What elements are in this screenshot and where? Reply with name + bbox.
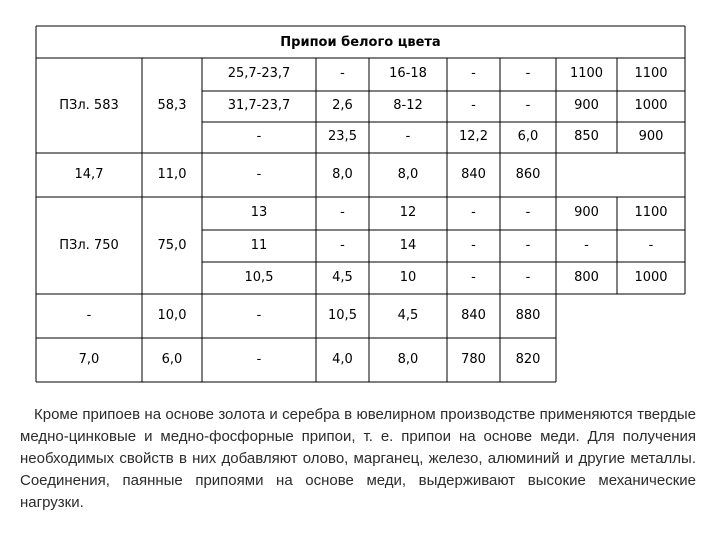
table-cell: 31,7-23,7 bbox=[227, 98, 291, 113]
table-cell: ПЗл. 750 bbox=[59, 238, 119, 253]
table-cell: 10,5 bbox=[244, 270, 274, 285]
table-cell: 900 bbox=[574, 205, 599, 220]
table-cell: 14 bbox=[399, 238, 417, 253]
table-cell: 850 bbox=[574, 129, 599, 144]
table-cell: 6,0 bbox=[517, 129, 539, 144]
table-cell: 4,5 bbox=[397, 308, 419, 323]
table-cell: - bbox=[471, 66, 476, 81]
table-cell: 8,0 bbox=[397, 352, 419, 367]
table-cell: - bbox=[525, 66, 531, 81]
table-cell: 780 bbox=[461, 352, 486, 367]
table-cell: ПЗл. 583 bbox=[59, 98, 119, 113]
table-cell: - bbox=[256, 167, 262, 182]
table-cell: 25,7-23,7 bbox=[227, 66, 291, 81]
table-cell: 75,0 bbox=[157, 238, 187, 253]
table-cell: 800 bbox=[574, 270, 599, 285]
table-cell: 8,0 bbox=[332, 167, 353, 182]
table-cell: 1100 bbox=[634, 205, 668, 220]
table-cell: 16-18 bbox=[389, 66, 427, 81]
table-cell: - bbox=[256, 352, 262, 367]
table-cell: 2,6 bbox=[332, 98, 353, 113]
table-cell: 900 bbox=[638, 129, 664, 144]
table-cell: - bbox=[340, 238, 345, 253]
table-cell: 1000 bbox=[634, 98, 668, 113]
table-cell: 6,0 bbox=[161, 352, 183, 367]
table-cell: - bbox=[471, 205, 476, 220]
table-cell: 1100 bbox=[569, 66, 604, 81]
table-cell: 11 bbox=[250, 238, 268, 253]
table-cell: 840 bbox=[461, 308, 486, 323]
table-cell: 14,7 bbox=[74, 167, 104, 182]
table-cell: - bbox=[86, 308, 92, 323]
table-cell: 840 bbox=[461, 167, 486, 182]
table-cell: 13 bbox=[250, 205, 268, 220]
table-cell: - bbox=[471, 98, 476, 113]
table-cell: - bbox=[525, 270, 531, 285]
table-cell: - bbox=[256, 308, 262, 323]
table-cell: - bbox=[525, 98, 531, 113]
table-cell: 4,5 bbox=[332, 270, 353, 285]
table-cell: 900 bbox=[574, 98, 599, 113]
table-cell: - bbox=[584, 238, 589, 253]
table-cell: 12,2 bbox=[459, 129, 488, 144]
table-cell: 10,0 bbox=[157, 308, 187, 323]
table-cell: 8,0 bbox=[397, 167, 419, 182]
table-cell: 1000 bbox=[634, 270, 668, 285]
table-cell: 4,0 bbox=[332, 352, 353, 367]
table-cell: 880 bbox=[515, 308, 541, 323]
table-cell: 7,0 bbox=[78, 352, 100, 367]
table-cell: 23,5 bbox=[328, 129, 357, 144]
table-cell: 820 bbox=[515, 352, 541, 367]
table-title: Припои белого цвета bbox=[280, 35, 441, 50]
table-cell: - bbox=[471, 270, 476, 285]
table-cell: 12 bbox=[399, 205, 417, 220]
table-cell: - bbox=[525, 238, 531, 253]
table-cell: 58,3 bbox=[157, 98, 187, 113]
table-cell: 1100 bbox=[634, 66, 668, 81]
table-cell: - bbox=[525, 205, 531, 220]
table-cell: - bbox=[648, 238, 654, 253]
table-cell: 10 bbox=[399, 270, 417, 285]
table-cell: 8-12 bbox=[393, 98, 423, 113]
body-paragraph: Кроме припоев на основе золота и серебра в ювелирном производстве применяются твердые медно-цинковые и медно-фосфорные припои, т. е. припои на основе меди. Для получения необходимых свойств в них добавляют олово, марганец, железо, алюминий и другие металлы. Соединения, паянные припоями на основе меди, выдерживают высокие механические нагрузки. bbox=[20, 406, 696, 511]
table-cell: - bbox=[340, 205, 345, 220]
table-cell: 860 bbox=[515, 167, 541, 182]
table-cell: - bbox=[340, 66, 345, 81]
table-cell: - bbox=[405, 129, 411, 144]
table-cell: - bbox=[471, 238, 476, 253]
table-cell: - bbox=[256, 129, 262, 144]
table-cell: 11,0 bbox=[157, 167, 187, 182]
table-cell: 10,5 bbox=[328, 308, 357, 323]
